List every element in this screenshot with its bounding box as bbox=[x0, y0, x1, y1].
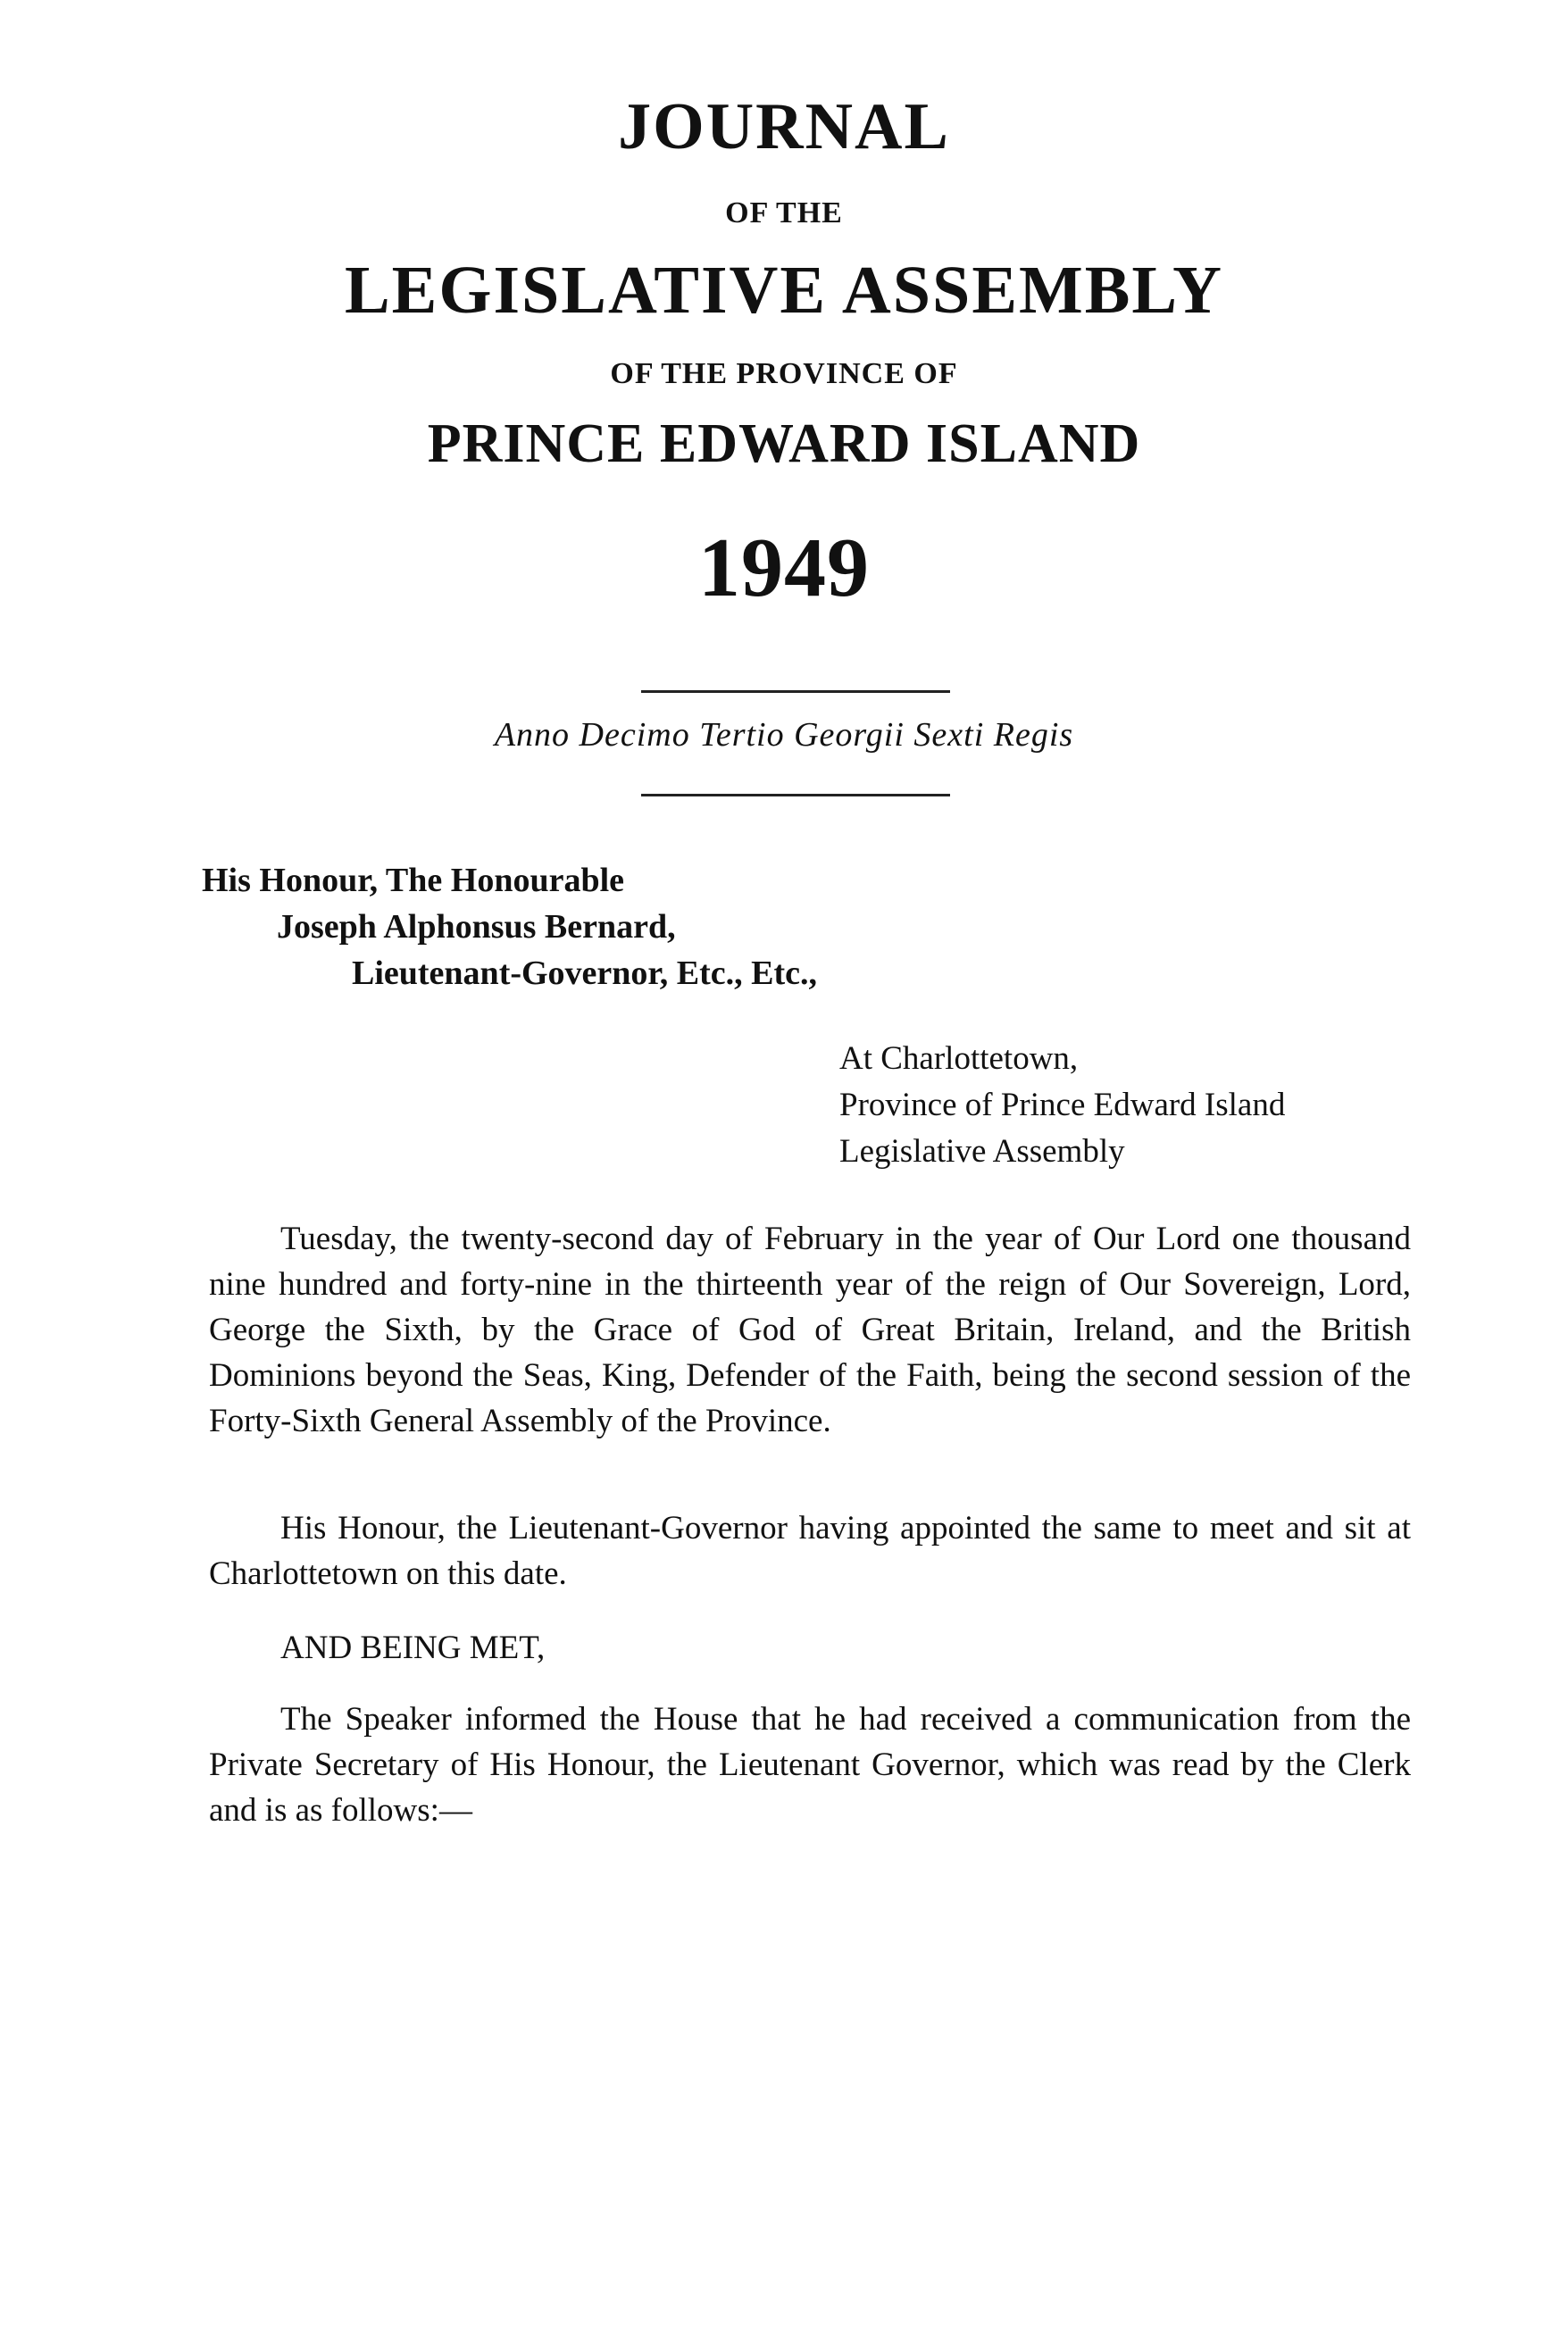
title-journal: JOURNAL bbox=[618, 90, 950, 163]
paragraph-appointment: His Honour, the Lieutenant-Governor having appointed the same to meet and sit at Charlottetown on this date. bbox=[209, 1510, 1411, 1592]
address-line-3: Lieutenant-Governor, Etc., Etc., bbox=[352, 955, 818, 992]
title-year: 1949 bbox=[698, 521, 870, 614]
title-province-name: PRINCE EDWARD ISLAND bbox=[427, 413, 1141, 474]
paragraph-being-met: AND BEING MET, bbox=[280, 1630, 546, 1666]
address-line-2: Joseph Alphonsus Bernard, bbox=[277, 908, 676, 946]
place-line-3: Legislative Assembly bbox=[839, 1133, 1125, 1170]
title-of-the-province-of: OF THE PROVINCE OF bbox=[610, 357, 958, 390]
divider-top bbox=[641, 690, 950, 693]
place-line-2: Province of Prince Edward Island bbox=[839, 1087, 1286, 1123]
divider-bottom bbox=[641, 794, 950, 796]
regnal-year: Anno Decimo Tertio Georgii Sexti Regis bbox=[494, 716, 1074, 754]
paragraph-speaker-communication: The Speaker informed the House that he had received a communication from the Private Secretary of His Honour, the Lieutenant Governor, which was read by the Clerk and is as follows:— bbox=[209, 1701, 1411, 1829]
title-legislative-assembly: LEGISLATIVE ASSEMBLY bbox=[344, 253, 1224, 328]
title-of-the: OF THE bbox=[725, 196, 843, 229]
place-line-1: At Charlottetown, bbox=[839, 1040, 1079, 1077]
paragraph-session-date: Tuesday, the twenty-second day of February in the year of Our Lord one thousand nine hundred and forty-nine in the thirteenth year of the reign of Our Sovereign, Lord, George the Sixth, by the Grace of God of Great Britain, Ireland, and the British Dominions beyond the Seas, King, Defender of the Faith, being the second session of the Forty-Sixth General Assembly of the Province. bbox=[209, 1221, 1411, 1439]
address-line-1: His Honour, The Honourable bbox=[202, 862, 625, 899]
